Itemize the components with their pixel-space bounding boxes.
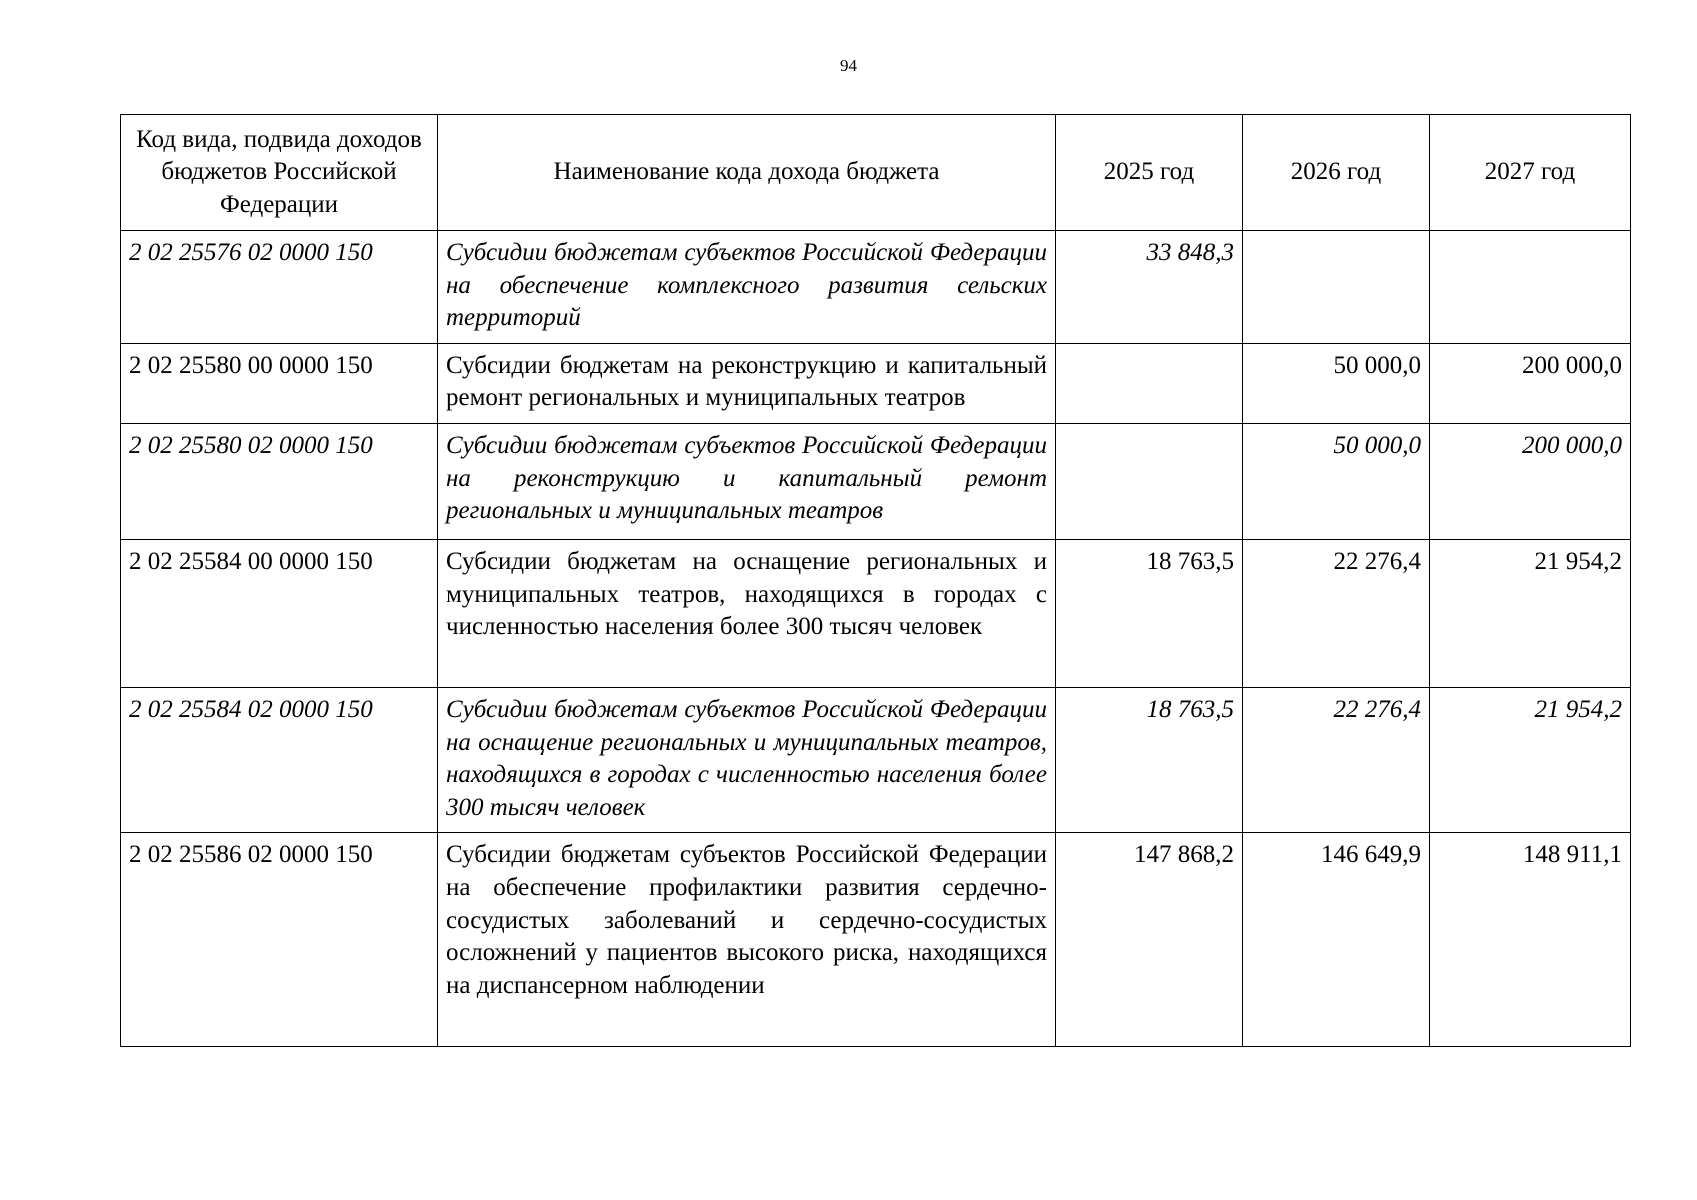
row-code: 2 02 25584 00 0000 150 <box>121 539 438 687</box>
row-value-2026: 50 000,0 <box>1243 343 1430 423</box>
row-value-2025: 18 763,5 <box>1056 687 1243 832</box>
header-2025: 2025 год <box>1056 115 1243 231</box>
row-value-2027: 148 911,1 <box>1430 833 1631 1047</box>
row-value-2025: 147 868,2 <box>1056 833 1243 1047</box>
header-code: Код вида, подвида доходов бюджетов Российской Федерации <box>121 115 438 231</box>
row-value-2026: 50 000,0 <box>1243 423 1430 539</box>
budget-revenue-table <box>120 114 1631 1047</box>
row-value-2027 <box>1430 231 1631 344</box>
table-row <box>121 423 1631 539</box>
row-name: Субсидии бюджетам субъектов Российской Федерации на обеспечение профилактики развития сердечно-сосудистых заболеваний и сердечно-сосудистых осложнений у пациентов высокого риска, находящихся на диспансерном наблюдении <box>438 833 1056 1047</box>
page-number: 94 <box>840 56 857 75</box>
table-header-row <box>121 115 1631 231</box>
row-code: 2 02 25584 02 0000 150 <box>121 687 438 832</box>
header-name: Наименование кода дохода бюджета <box>438 115 1056 231</box>
row-code: 2 02 25576 02 0000 150 <box>121 231 438 344</box>
header-2026: 2026 год <box>1243 115 1430 231</box>
row-name: Субсидии бюджетам субъектов Российской Федерации на оснащение региональных и муниципальных театров, находящихся в городах с численностью населения более 300 тысяч человек <box>438 687 1056 832</box>
row-code: 2 02 25586 02 0000 150 <box>121 833 438 1047</box>
row-value-2026: 22 276,4 <box>1243 539 1430 687</box>
table-row <box>121 231 1631 344</box>
row-value-2025: 18 763,5 <box>1056 539 1243 687</box>
row-name: Субсидии бюджетам субъектов Российской Федерации на обеспечение комплексного развития сельских территорий <box>438 231 1056 344</box>
header-2027: 2027 год <box>1430 115 1631 231</box>
table-row <box>121 343 1631 423</box>
table-row <box>121 833 1631 1047</box>
row-value-2026 <box>1243 231 1430 344</box>
row-value-2025 <box>1056 423 1243 539</box>
row-value-2027: 21 954,2 <box>1430 687 1631 832</box>
row-name: Субсидии бюджетам на реконструкцию и капитальный ремонт региональных и муниципальных театров <box>438 343 1056 423</box>
row-value-2027: 200 000,0 <box>1430 343 1631 423</box>
row-value-2025: 33 848,3 <box>1056 231 1243 344</box>
table-row <box>121 539 1631 687</box>
row-value-2025 <box>1056 343 1243 423</box>
row-value-2027: 21 954,2 <box>1430 539 1631 687</box>
row-value-2027: 200 000,0 <box>1430 423 1631 539</box>
row-value-2026: 146 649,9 <box>1243 833 1430 1047</box>
row-code: 2 02 25580 02 0000 150 <box>121 423 438 539</box>
row-code: 2 02 25580 00 0000 150 <box>121 343 438 423</box>
table-row <box>121 687 1631 832</box>
row-value-2026: 22 276,4 <box>1243 687 1430 832</box>
row-name: Субсидии бюджетам на оснащение региональных и муниципальных театров, находящихся в городах с численностью населения более 300 тысяч человек <box>438 539 1056 687</box>
row-name: Субсидии бюджетам субъектов Российской Федерации на реконструкцию и капитальный ремонт региональных и муниципальных театров <box>438 423 1056 539</box>
